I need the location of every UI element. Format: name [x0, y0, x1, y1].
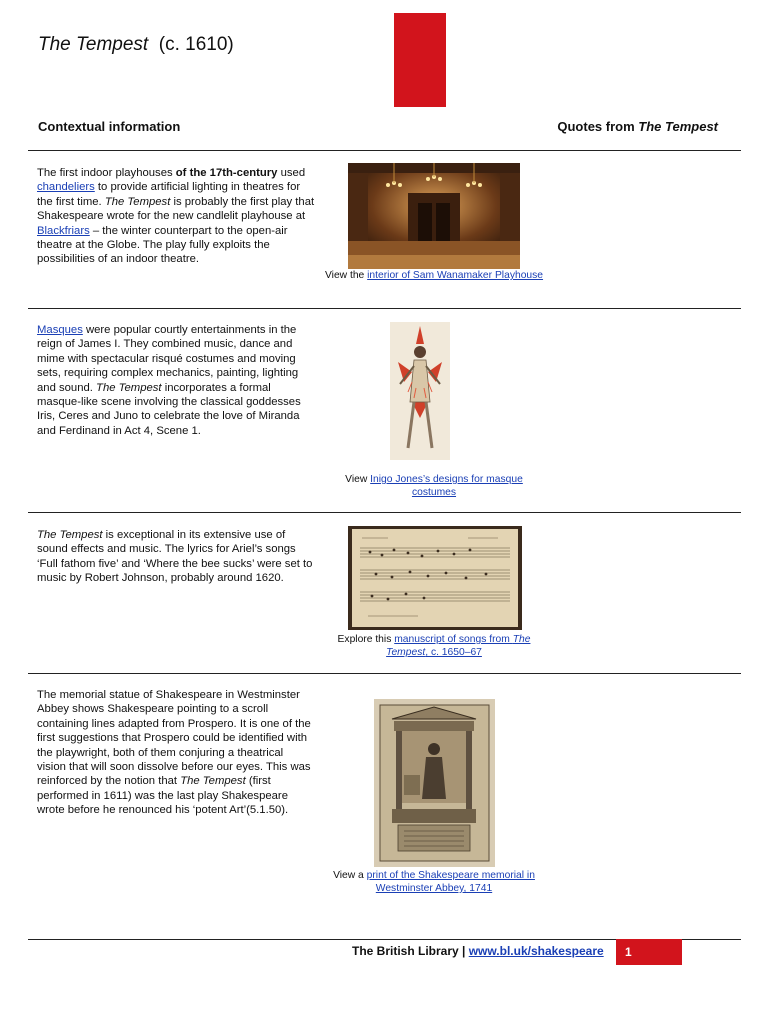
memorial-print-link[interactable]: print of the Shakespeare memorial in Westminster Abbey, 1741	[366, 870, 535, 894]
divider	[28, 308, 741, 309]
quotes-heading-play: The Tempest	[638, 119, 718, 134]
link-text: , c. 1650–67	[425, 647, 482, 658]
section-masques-text	[37, 323, 315, 438]
manuscript-link[interactable]	[386, 634, 530, 658]
quotes-heading	[557, 119, 718, 134]
text: to provide artificial lighting in theatres for the first time.	[37, 181, 301, 208]
play-title: The Tempest	[37, 529, 103, 541]
caption-text: View a	[333, 870, 367, 881]
text: (first performed in 1611) was the last play Shakespeare wrote before he renounced his ‘potent Art’(5.1.50).	[37, 775, 289, 817]
masques-link[interactable]: Masques	[37, 324, 83, 336]
play-title: The Tempest	[180, 775, 246, 788]
logo-word-british	[420, 13, 435, 107]
section-memorial-text	[37, 688, 315, 818]
divider	[28, 150, 741, 151]
page-title	[38, 34, 234, 56]
bl-shakespeare-link[interactable]: www.bl.uk/shakespeare	[468, 944, 604, 958]
contextual-heading: Contextual information	[38, 119, 181, 134]
play-title: The Tempest	[96, 381, 162, 394]
quotes-heading-prefix: Quotes from	[557, 119, 635, 134]
caption-text: View	[345, 474, 371, 485]
shakespeare-memorial-image[interactable]	[374, 699, 495, 867]
text: The first indoor playhouses	[37, 167, 176, 179]
caption-text: View the	[324, 270, 368, 281]
manuscript-songs-image[interactable]	[348, 526, 522, 630]
sam-wanamaker-link[interactable]: interior of Sam Wanamaker Playhouse	[367, 270, 544, 281]
divider	[28, 512, 741, 513]
text: is probably the first play that Shakespeare wrote for the new candlelit playhouse at	[37, 195, 315, 223]
title-date: (c. 1610)	[158, 34, 234, 55]
footer	[352, 944, 604, 958]
playhouse-interior-image[interactable]	[348, 163, 520, 269]
text: is exceptional in its extensive use of sound effects and music. The lyrics for Ariel’s songs ‘Full fathom five’ and ‘Where the bee sucks’ were set to music by Robert Johnson, probably around 1620.	[37, 529, 313, 585]
title-play-name: The Tempest	[38, 34, 149, 55]
play-title: The Tempest	[104, 195, 171, 208]
text: The memorial statue of Shakespeare in Westminster Abbey shows Shakespeare pointing to a scroll containing lines adapted from Prospero. It is one of the first suggestions that Prospero could be identified with the playwright, both of them conjuring a theatrical vision that will soon dissolve before our eyes. This was reinforced by the notion that	[37, 689, 311, 788]
playhouse-caption	[324, 269, 544, 282]
page-number: 1	[616, 939, 682, 965]
manuscript-caption	[324, 633, 544, 659]
divider	[28, 673, 741, 674]
memorial-caption	[324, 869, 544, 895]
section-indoor-playhouses-text	[37, 166, 315, 267]
caption-text: Explore this	[337, 634, 395, 645]
masque-caption	[324, 473, 544, 499]
blackfriars-link[interactable]: Blackfriars	[37, 224, 90, 237]
footer-org: The British Library |	[352, 944, 469, 958]
text: used	[277, 167, 306, 179]
masque-costume-image[interactable]	[390, 322, 450, 460]
text: were popular courtly entertainments in the reign of James I. They combined music, dance and mime with spectacular risqué costumes and moving sets, requiring complex mechanics, painting, lighting and sound.	[37, 324, 299, 394]
bold-text: of the 17th-century	[175, 167, 278, 179]
text: incorporates a formal masque-like scene involving the classical goddesses Iris, Ceres and Juno to celebrate the love of Miranda and Ferdinand in Act 4, Scene 1.	[37, 381, 301, 437]
chandeliers-link[interactable]: chandeliers	[37, 181, 95, 194]
section-music-text	[37, 528, 315, 586]
link-text: manuscript of songs from	[394, 634, 513, 645]
british-library-logo	[394, 13, 446, 107]
text: – the winter counterpart to the open-air theatre at the Globe. The play fully exploits the possibilities of an indoor theatre.	[37, 224, 288, 266]
link-play-title: The Tempest	[386, 634, 531, 658]
logo-word-library	[405, 13, 420, 107]
inigo-jones-link[interactable]: Inigo Jones’s designs for masque costumes	[370, 474, 523, 498]
